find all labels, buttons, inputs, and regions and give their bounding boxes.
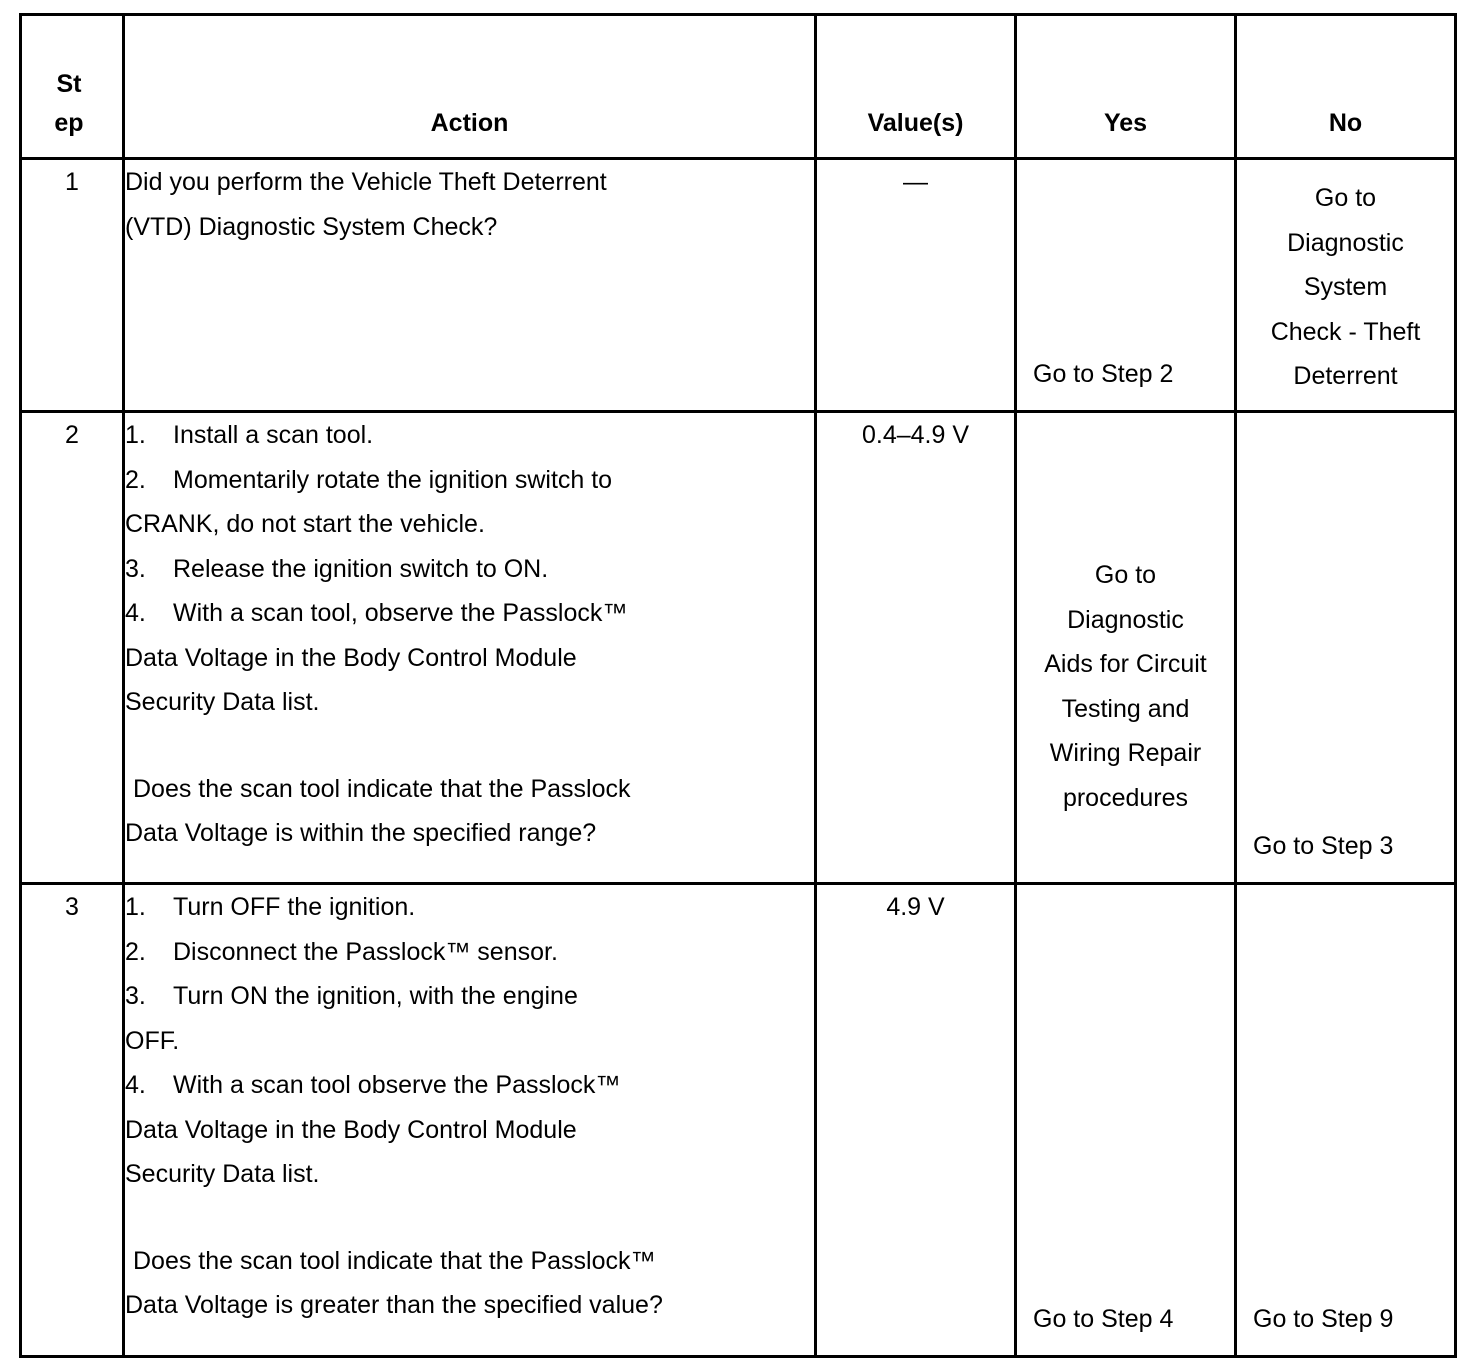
action-item-text: Turn ON the ignition, with the engine	[173, 982, 578, 1010]
yes-text: Go to	[1094, 561, 1157, 589]
yes-text: Aids for Circuit	[1044, 650, 1207, 678]
no-text: Go to	[1314, 184, 1377, 212]
action-item-continuation: CRANK, do not start the vehicle.	[125, 510, 485, 538]
no-text: System	[1303, 273, 1388, 301]
header-yes: Yes	[1016, 15, 1236, 159]
step-number: 1	[21, 159, 124, 412]
action-cell	[124, 412, 816, 884]
action-item-text: Disconnect the Passlock™ sensor.	[173, 937, 558, 966]
action-item-continuation: Security Data list.	[125, 1160, 320, 1188]
action-item-number: 4.	[125, 599, 146, 627]
action-cell	[124, 884, 816, 1357]
no-text: Deterrent	[1293, 362, 1398, 390]
action-item-continuation: Data Voltage in the Body Control Module	[125, 643, 577, 672]
question-text: Data Voltage is greater than the specified value?	[125, 1291, 663, 1319]
yes-text: Diagnostic	[1067, 605, 1184, 634]
action-item	[125, 413, 814, 458]
yes-text: Wiring Repair	[1049, 739, 1202, 767]
no-link[interactable]: Go to Step 3	[1253, 831, 1394, 860]
action-item-text: With a scan tool, observe the Passlock™	[173, 599, 628, 627]
yes-link[interactable]	[1017, 553, 1234, 820]
header-action: Action	[124, 15, 816, 159]
header-no: No	[1236, 15, 1456, 159]
no-text: Diagnostic	[1287, 228, 1404, 257]
table-row	[21, 884, 1456, 1357]
yes-cell	[1016, 884, 1236, 1357]
action-item-continuation: OFF.	[125, 1026, 180, 1055]
no-link[interactable]: Go to Step 9	[1253, 1304, 1394, 1333]
header-step-line2: ep	[54, 109, 84, 137]
header-values: Value(s)	[816, 15, 1016, 159]
header-step-line1: St	[56, 70, 82, 98]
action-item-number: 3.	[125, 982, 146, 1010]
question-text: Does the scan tool indicate that the Passlock™	[133, 1246, 656, 1275]
action-item	[125, 458, 814, 503]
question-text: Data Voltage is within the specified range?	[125, 819, 597, 847]
action-item-text: Momentarily rotate the ignition switch to	[173, 465, 613, 494]
no-cell	[1236, 159, 1456, 412]
value-cell: —	[816, 159, 1016, 412]
value-cell: 4.9 V	[816, 884, 1016, 1357]
step-number: 2	[21, 412, 124, 884]
yes-cell	[1016, 412, 1236, 884]
action-item	[125, 930, 814, 975]
yes-text: Testing and	[1061, 694, 1190, 723]
no-cell	[1236, 884, 1456, 1357]
action-item-text: Install a scan tool.	[173, 421, 374, 449]
diagnostic-table	[19, 13, 1457, 1358]
action-item	[125, 547, 814, 592]
table-row	[21, 412, 1456, 884]
header-step	[21, 15, 124, 159]
action-text: Did you perform the Vehicle Theft Deterrent	[125, 168, 607, 196]
action-item	[125, 591, 814, 636]
yes-cell	[1016, 159, 1236, 412]
action-item-text: With a scan tool observe the Passlock™	[173, 1071, 621, 1099]
table-row	[21, 159, 1456, 412]
action-item-text: Release the ignition switch to ON.	[173, 554, 549, 583]
question-text: Does the scan tool indicate that the Passlock	[133, 774, 631, 803]
no-cell	[1236, 412, 1456, 884]
action-cell	[124, 159, 816, 412]
action-item-number: 2.	[125, 937, 146, 966]
action-item-number: 1.	[125, 421, 146, 449]
value-cell: 0.4–4.9 V	[816, 412, 1016, 884]
header-row	[21, 15, 1456, 159]
action-item-continuation: Data Voltage in the Body Control Module	[125, 1115, 577, 1144]
action-item-number: 3.	[125, 554, 146, 583]
action-item-continuation: Security Data list.	[125, 688, 320, 716]
no-link[interactable]	[1237, 160, 1454, 399]
step-number: 3	[21, 884, 124, 1357]
action-text: (VTD) Diagnostic System Check?	[125, 212, 498, 241]
action-item-number: 2.	[125, 465, 146, 494]
action-item-number: 1.	[125, 893, 146, 921]
yes-link[interactable]: Go to Step 2	[1033, 359, 1174, 388]
yes-link[interactable]: Go to Step 4	[1033, 1304, 1174, 1333]
action-item	[125, 1063, 814, 1108]
action-item	[125, 974, 814, 1019]
yes-text: procedures	[1062, 783, 1189, 812]
action-item	[125, 885, 814, 930]
action-item-number: 4.	[125, 1071, 146, 1099]
action-item-text: Turn OFF the ignition.	[173, 893, 416, 921]
no-text: Check - Theft	[1270, 317, 1421, 346]
